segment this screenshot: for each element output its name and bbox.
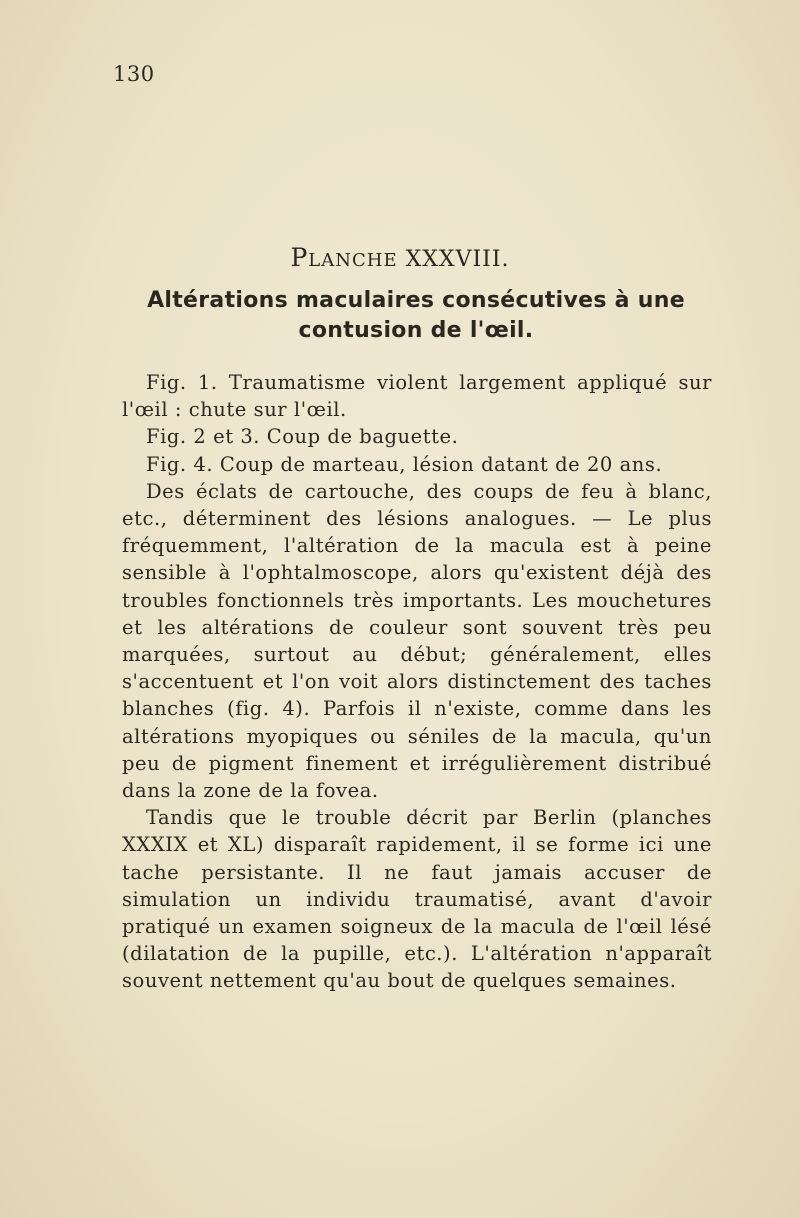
paragraph-description: Des éclats de cartouche, des coups de feu à blanc, etc., déterminent des lésions analogues. — Le plus fréquemment, l'altération de la macula est à peine sensible à l'ophtalmoscope, alors qu'existent déjà des troubles fonctionnels très importants. Les mouchetures et les altérations de couleur sont souvent très peu marquées, surtout au début; généralement, elles s'accentuent et l'on voit alors distinctement des taches blanches (fig. 4). Parfois il n'existe, comme dans les altérations myopiques ou séniles de la macula, qu'un peu de pigment finement et irrégulièrement distribué dans la zone de la fovea. bbox=[122, 479, 712, 803]
body-text bbox=[122, 369, 712, 995]
plate-subtitle: Altérations maculaires consécutives à une contusion de l'œil. bbox=[147, 288, 685, 343]
paragraph-berlin: Tandis que le trouble décrit par Berlin (planches XXXIX et XL) disparaît rapidement, il se forme ici une tache persistante. Il ne faut jamais accuser de simulation un individu traumatisé, avant d'avoir pratiqué un examen soigneux de la macula de l'œil lésé (dilatation de la pupille, etc.). L'altération n'apparaît souvent nettement qu'au bout de quelques semaines. bbox=[122, 806, 712, 993]
plate-title bbox=[0, 243, 800, 272]
plate-title-numeral: XXXVIII. bbox=[405, 247, 510, 272]
page-number: 130 bbox=[113, 62, 155, 86]
plate-title-initial: P bbox=[290, 243, 309, 272]
plate-title-rest: LANCHE bbox=[308, 250, 398, 271]
figure-caption-1: Fig. 1. Traumatisme violent largement appliqué sur l'œil : chute sur l'œil. bbox=[122, 371, 712, 422]
figure-caption-2: Fig. 2 et 3. Coup de baguette. bbox=[146, 425, 459, 449]
figure-caption-3: Fig. 4. Coup de marteau, lésion datant de 20 ans. bbox=[146, 452, 663, 476]
